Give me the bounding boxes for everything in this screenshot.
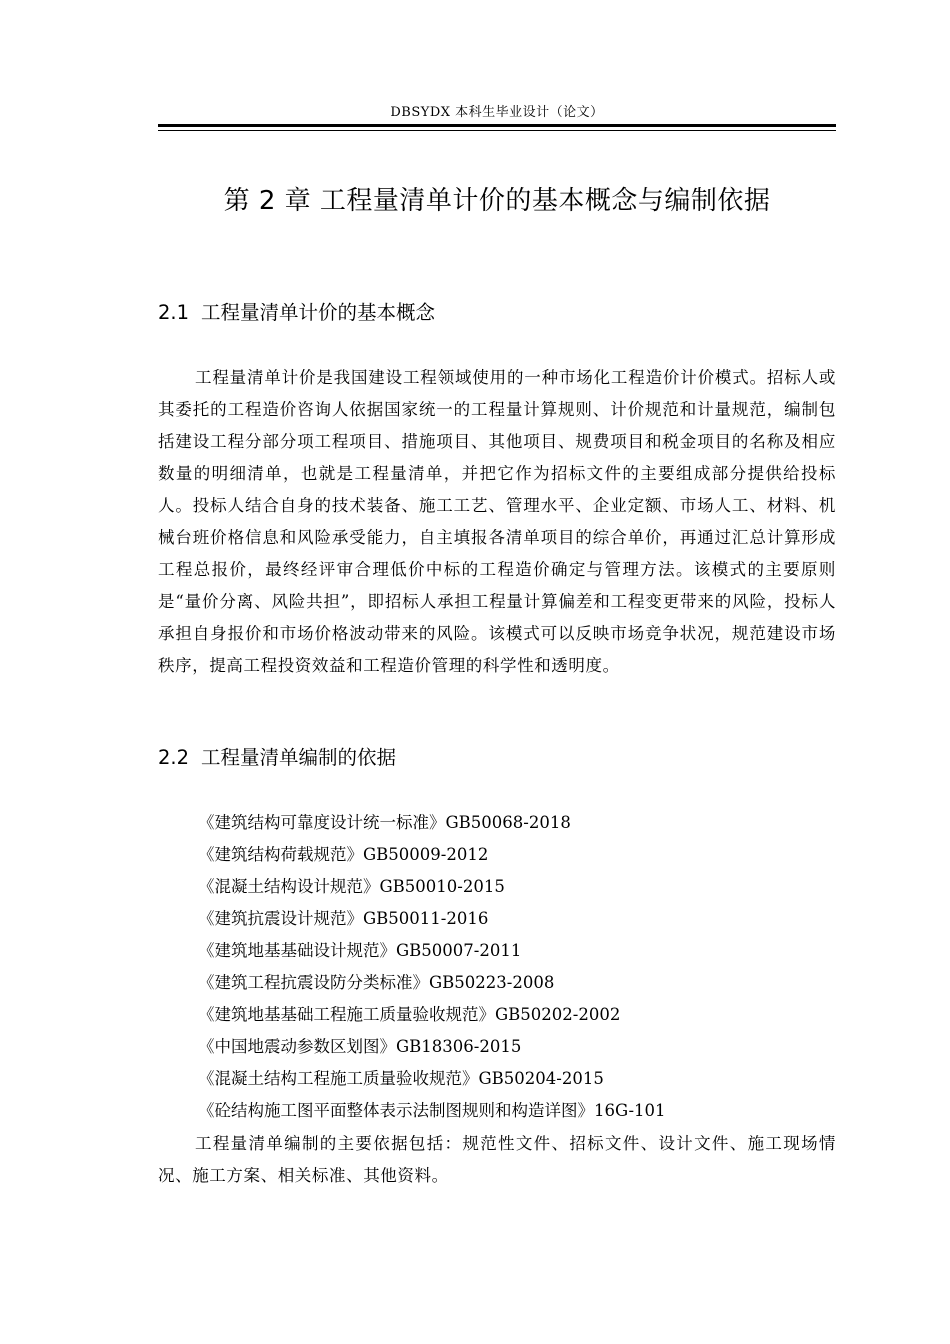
standards-list xyxy=(198,807,666,1127)
section-number: 2.2 xyxy=(158,746,190,769)
page-header: DBSYDX 本科生毕业设计（论文） xyxy=(390,105,604,120)
header-rule-thick xyxy=(158,124,836,127)
section-title: 工程量清单计价的基本概念 xyxy=(201,301,436,324)
section-title: 工程量清单编制的依据 xyxy=(201,746,397,769)
chapter-title: 第 2 章 工程量清单计价的基本概念与编制依据 xyxy=(223,186,771,216)
list-item: 《建筑结构可靠度设计统一标准》GB50068-2018 xyxy=(198,813,571,832)
list-item: 《混凝土结构工程施工质量验收规范》GB50204-2015 xyxy=(198,1069,604,1088)
section-number: 2.1 xyxy=(158,301,190,324)
body-paragraph-basis: 工程量清单编制的主要依据包括：规范性文件、招标文件、设计文件、施工现场情况、施工方案、相关标准、其他资料。 xyxy=(158,1134,836,1185)
list-item: 《砼结构施工图平面整体表示法制图规则和构造详图》16G-101 xyxy=(198,1101,666,1120)
list-item: 《中国地震动参数区划图》GB18306-2015 xyxy=(198,1037,522,1056)
header-rule-thin xyxy=(158,130,836,131)
body-paragraph-concept: 工程量清单计价是我国建设工程领域使用的一种市场化工程造价计价模式。招标人或其委托的工程造价咨询人依据国家统一的工程量计算规则、计价规范和计量规范，编制包括建设工程分部分项工程项目、措施项目、其他项目、规费项目和税金项目的名称及相应数量的明细清单，也就是工程量清单，并把它作为招标文件的主要组成部分提供给投标人。投标人结合自身的技术装备、施工工艺、管理水平、企业定额、市场人工、材料、机械台班价格信息和风险承受能力，自主填报各清单项目的综合单价，再通过汇总计算形成工程总报价，最终经评审合理低价中标的工程造价确定与管理方法。该模式的主要原则是“量价分离、风险共担”，即招标人承担工程量计算偏差和工程变更带来的风险，投标人承担自身报价和市场价格波动带来的风险。该模式可以反映市场竞争状况，规范建设市场秩序，提高工程投资效益和工程造价管理的科学性和透明度。 xyxy=(158,368,836,675)
section-heading-2-2 xyxy=(158,744,396,772)
section-heading-2-1 xyxy=(158,299,435,327)
list-item: 《建筑地基基础设计规范》GB50007-2011 xyxy=(198,941,522,960)
list-item: 《建筑结构荷载规范》GB50009-2012 xyxy=(198,845,489,864)
list-item: 《建筑工程抗震设防分类标准》GB50223-2008 xyxy=(198,973,555,992)
list-item: 《混凝土结构设计规范》GB50010-2015 xyxy=(198,877,505,896)
list-item: 《建筑抗震设计规范》GB50011-2016 xyxy=(198,909,489,928)
list-item: 《建筑地基基础工程施工质量验收规范》GB50202-2002 xyxy=(198,1005,621,1024)
